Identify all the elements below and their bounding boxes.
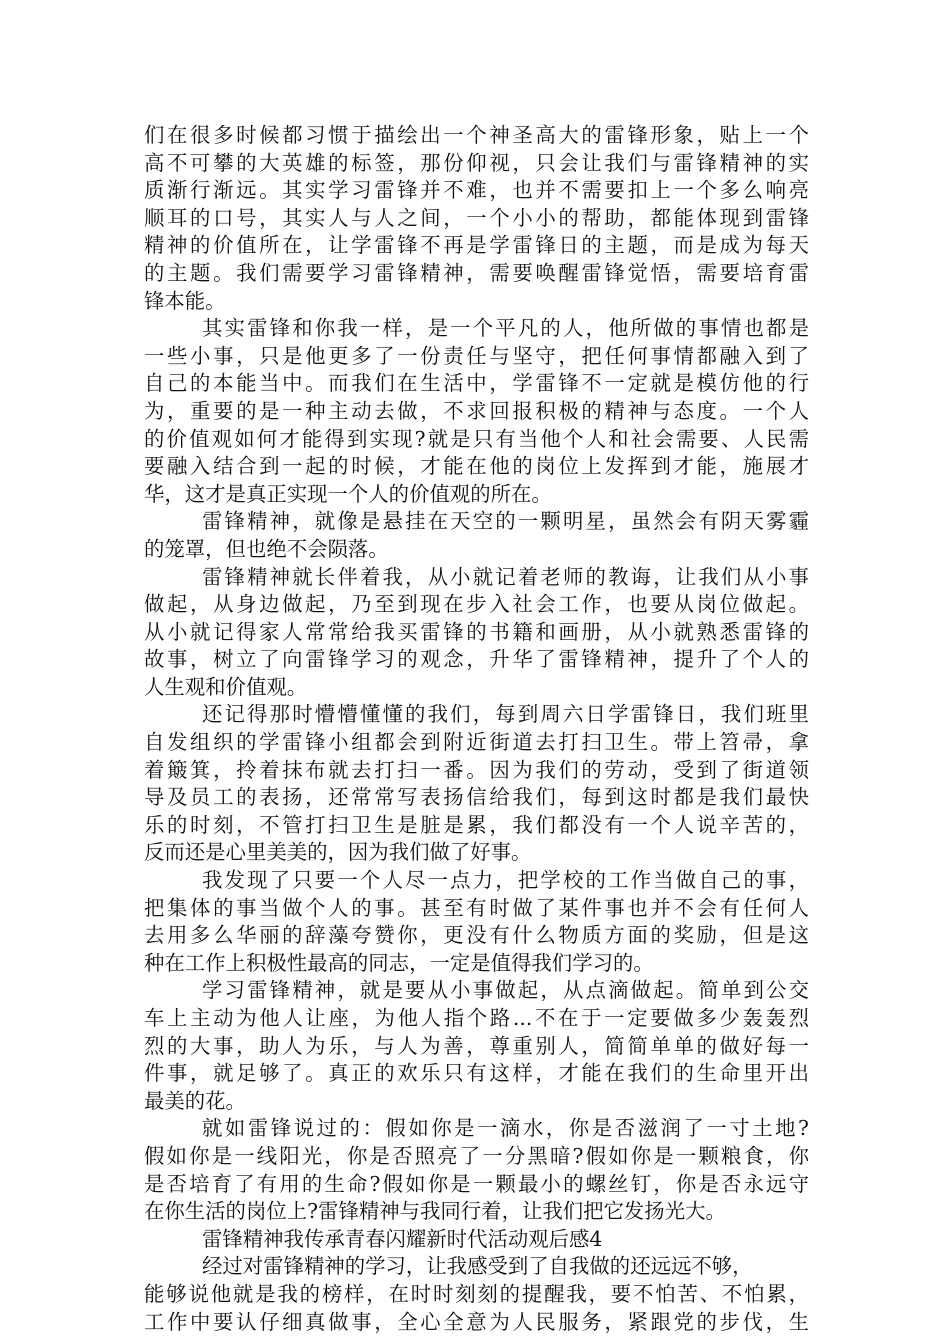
paragraph-line: 故事，树立了向雷锋学习的观念，升华了雷锋精神，提升了个人的 [144,647,809,672]
paragraph-first-line: 雷锋精神我传承青春闪耀新时代活动观后感4 [202,1226,603,1251]
paragraph-first-line: 经过对雷锋精神的学习，让我感受到了自我做的还远远不够， [202,1254,753,1279]
paragraph-first-line: 雷锋精神，就像是悬挂在天空的一颗明星，虽然会有阴天雾霾 [202,509,809,534]
paragraph-line: 一些小事，只是他更多了一份责任与坚守，把任何事情都融入到了 [144,343,809,368]
document-page [144,122,809,1336]
paragraph-line: 件事，就足够了。真正的欢乐只有这样，才能在我们的生命里开出 [144,1061,809,1086]
paragraph-line: 去用多么华丽的辞藻夸赞你，更没有什么物质方面的奖励，但是这 [144,923,809,948]
paragraph-line: 们在很多时候都习惯于描绘出一个神圣高大的雷锋形象，贴上一个 [144,123,809,147]
paragraph-line: 乐的时刻，不管打扫卫生是脏是累，我们都没有一个人说辛苦的， [144,812,809,837]
paragraph-line: 自发组织的学雷锋小组都会到附近街道去打扫卫生。带上笤帚，拿 [144,730,809,755]
paragraph-line: 导及员工的表扬，还常常写表扬信给我们，每到这时都是我们最快 [144,785,809,810]
paragraph-line: 精神的价值所在，让学雷锋不再是学雷锋日的主题，而是成为每天 [144,233,809,258]
paragraph-line: 高不可攀的大英雄的标签，那份仰视，只会让我们与雷锋精神的实 [144,150,809,175]
paragraph-line: 烈的大事，助人为乐，与人为善，尊重别人，简简单单的做好每一 [144,1033,809,1058]
paragraph-line: 自己的本能当中。而我们在生活中，学雷锋不一定就是模仿他的行 [144,371,809,396]
paragraph-first-line: 我发现了只要一个人尽一点力，把学校的工作当做自己的事， [202,868,809,893]
paragraph-line: 从小就记得家人常常给我买雷锋的书籍和画册，从小就熟悉雷锋的 [144,619,809,644]
paragraph-line: 顺耳的口号，其实人与人之间，一个小小的帮助，都能体现到雷锋 [144,205,809,230]
paragraph-line: 假如你是一线阳光，你是否照亮了一分黑暗?假如你是一颗粮食，你 [144,1143,809,1168]
paragraph-line: 反而还是心里美美的，因为我们做了好事。 [144,840,532,865]
paragraph-line: 质渐行渐远。其实学习雷锋并不难，也并不需要扣上一个多么响亮 [144,178,809,203]
paragraph-line: 人生观和价值观。 [144,674,308,699]
paragraph-line: 华，这才是真正实现一个人的价值观的所在。 [144,481,552,506]
paragraph-line: 车上主动为他人让座，为他人指个路...不在于一定要做多少轰轰烈 [144,1006,809,1030]
paragraph-line: 是否培育了有用的生命?假如你是一颗最小的螺丝钉，你是否永远守 [144,1171,809,1196]
paragraph-first-line: 其实雷锋和你我一样，是一个平凡的人，他所做的事情也都是 [202,316,809,341]
paragraph-line: 工作中要认仔细真做事，全心全意为人民服务，紧跟党的步伐，生 [144,1309,809,1334]
paragraph-line: 为，重要的是一种主动去做，不求回报积极的精神与态度。一个人 [144,398,809,423]
paragraph-line: 最美的花。 [144,1088,246,1113]
paragraph-line: 着簸箕，拎着抹布就去打扫一番。因为我们的劳动，受到了街道领 [144,757,809,782]
paragraph-line: 做起，从身边做起，乃至到现在步入社会工作，也要从岗位做起。 [144,592,809,617]
paragraph-line: 锋本能。 [144,288,226,313]
paragraph-line: 的笼罩，但也绝不会陨落。 [144,536,389,561]
paragraph-first-line: 还记得那时懵懵懂懂的我们，每到周六日学雷锋日，我们班里 [202,702,809,727]
paragraph-line: 的价值观如何才能得到实现?就是只有当他个人和社会需要、人民需 [144,426,809,451]
paragraph-line: 把集体的事当做个人的事。甚至有时做了某件事也并不会有任何人 [144,895,809,920]
paragraph-first-line: 学习雷锋精神，就是要从小事做起，从点滴做起。简单到公交 [202,978,809,1003]
paragraph-line: 种在工作上积极性最高的同志，一定是值得我们学习的。 [144,950,654,975]
paragraph-first-line: 就如雷锋说过的：假如你是一滴水，你是否滋润了一寸土地? [202,1116,809,1141]
paragraph-line: 要融入结合到一起的时候，才能在他的岗位上发挥到才能，施展才 [144,454,809,479]
paragraph-line: 能够说他就是我的榜样，在时时刻刻的提醒我，要不怕苦、不怕累， [144,1281,809,1306]
paragraph-first-line: 雷锋精神就长伴着我，从小就记着老师的教诲，让我们从小事 [202,564,809,589]
paragraph-line: 的主题。我们需要学习雷锋精神，需要唤醒雷锋觉悟，需要培育雷 [144,260,809,285]
paragraph-line: 在你生活的岗位上?雷锋精神与我同行着，让我们把它发扬光大。 [144,1199,726,1224]
